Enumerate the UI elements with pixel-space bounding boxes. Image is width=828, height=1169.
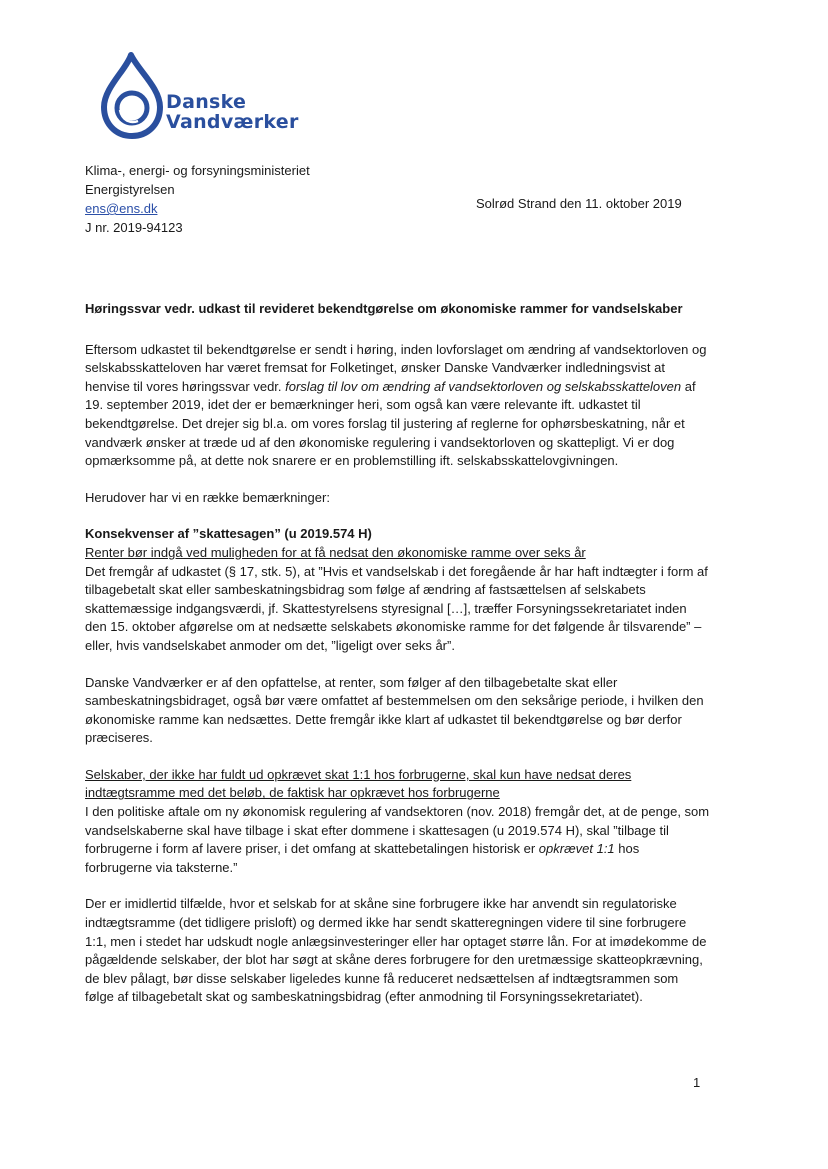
section-1-subheading: Renter bør indgå ved muligheden for at få nedsat den økonomiske ramme over seks år: [85, 544, 586, 560]
page-number: 1: [693, 1075, 701, 1090]
logo-text: [166, 92, 299, 132]
intro-paragraph: [85, 341, 710, 471]
section-1-paragraph-1: Det fremgår af udkastet (§ 17, stk. 5), at ”Hvis et vandselskab i det foregående år har haft indtægter i form af tilbagebetalt skat eller sambeskatningsbidrag som følge af ændring af fastsættelsen af selskabets skattemæssige indgangsværdi, jf. Skattestyrelsens styresignal […], træffer Forsyningssekretariatet inden den 15. oktober afgørelse om at nedsætte selskabets økonomiske ramme for det følgende år tilsvarende” – eller, hvis vandselskabet anmoder om det, ”ligeligt over seks år”.: [85, 563, 708, 653]
intro-remarks: Herudover har vi en række bemærkninger:: [85, 489, 330, 505]
section-1-paragraph-2: Danske Vandværker er af den opfattelse, at renter, som følger af den tilbagebetalte skat eller sambeskatningsbidraget, også bør være omfattet af bestemmelsen om den seksårige periode, i hvilken den økonomiske ramme kan nedsættes. Dette fremgår ikke klart af udkastet til bekendtgørelse og bør derfor præciseres.: [85, 674, 704, 746]
journal-number: J nr. 2019-94123: [85, 220, 183, 235]
section-2-paragraph-1: [85, 803, 710, 877]
letter-date: Solrød Strand den 11. oktober 2019: [476, 196, 682, 211]
section-2-text-a: I den politiske aftale om ny økonomisk regulering af vandsektoren (nov. 2018) fremgår det, at de penge, som vandselskaberne skal have tilbage i skat efter dommene i skattesagen (u 2019.574 H), skal ”tilbage til forbrugerne i form af lavere priser, i det omfang at skattebetalingen historisk er: [85, 804, 710, 857]
letter-body: [85, 300, 710, 1025]
water-drop-logo-icon: [98, 52, 168, 140]
intro-text-b: af 19. september 2019, idet der er bemærkninger heri, som også kan være relevante ift. udkastet til bekendtgørelse. Det drejer sig bl.a. om vores forslag til justering af reglerne for ophørsbeskatning, når et vandværk ønsker at træde ud af den økonomiske regulering i vandsektorloven og skattepligt. Vi er dog opmærksomme på, at dette nok snarere er en problemstilling ift. selskabsskattelovgivningen.: [85, 378, 696, 469]
section-2-text-b: hos forbrugerne via taksterne.”: [85, 841, 640, 875]
section-1-heading: Konsekvenser af ”skattesagen” (u 2019.574 H): [85, 526, 372, 542]
logo: [98, 52, 298, 140]
recipient-address: [85, 161, 310, 237]
section-2-text-em: opkrævet 1:1: [538, 841, 615, 857]
logo-line-1: Danske: [166, 91, 247, 113]
letter-title: Høringssvar vedr. udkast til revideret bekendtgørelse om økonomiske rammer for vandselskaber: [85, 301, 683, 316]
section-2-subheading: Selskaber, der ikke har fuldt ud opkrævet skat 1:1 hos forbrugerne, skal kun have nedsat deres indtægtsramme med det beløb, de faktisk har opkrævet hos forbrugerne: [85, 766, 632, 801]
recipient-ministry: Klima-, energi- og forsyningsministeriet: [85, 163, 310, 178]
logo-line-2: Vandværker: [166, 111, 299, 133]
recipient-email-link[interactable]: ens@ens.dk: [85, 201, 158, 216]
recipient-agency: Energistyrelsen: [85, 182, 175, 197]
section-2-paragraph-2: Der er imidlertid tilfælde, hvor et selskab for at skåne sine forbrugere ikke har anvendt sin regulatoriske indtægtsramme (det tidligere prisloft) og dermed ikke har sendt skatteregningen videre til sine forbrugere 1:1, men i stedet har udskudt nogle anlægsinvesteringer eller har optaget større lån. For at imødekomme de pågældende selskaber, der blot har søgt at skåne deres forbrugere for den uretmæssige skatteopkrævning, de blev pålagt, bør disse selskaber ligeledes kunne få reduceret nedsættelsen af indtægtsrammen som følge af tilbagebetalt skat og sambeskatningsbidrag (efter anmodning til Forsyningssekretariatet).: [85, 896, 707, 1005]
intro-text-a: Eftersom udkastet til bekendtgørelse er sendt i høring, inden lovforslaget om ændring af vandsektorloven og selskabsskatteloven har været fremsat for Folketinget, ønsker Danske Vandværker indledningsvist at henvise til vores høringssvar vedr.: [85, 341, 707, 394]
intro-text-em: forslag til lov om ændring af vandsektorloven og selskabsskatteloven: [285, 378, 682, 394]
